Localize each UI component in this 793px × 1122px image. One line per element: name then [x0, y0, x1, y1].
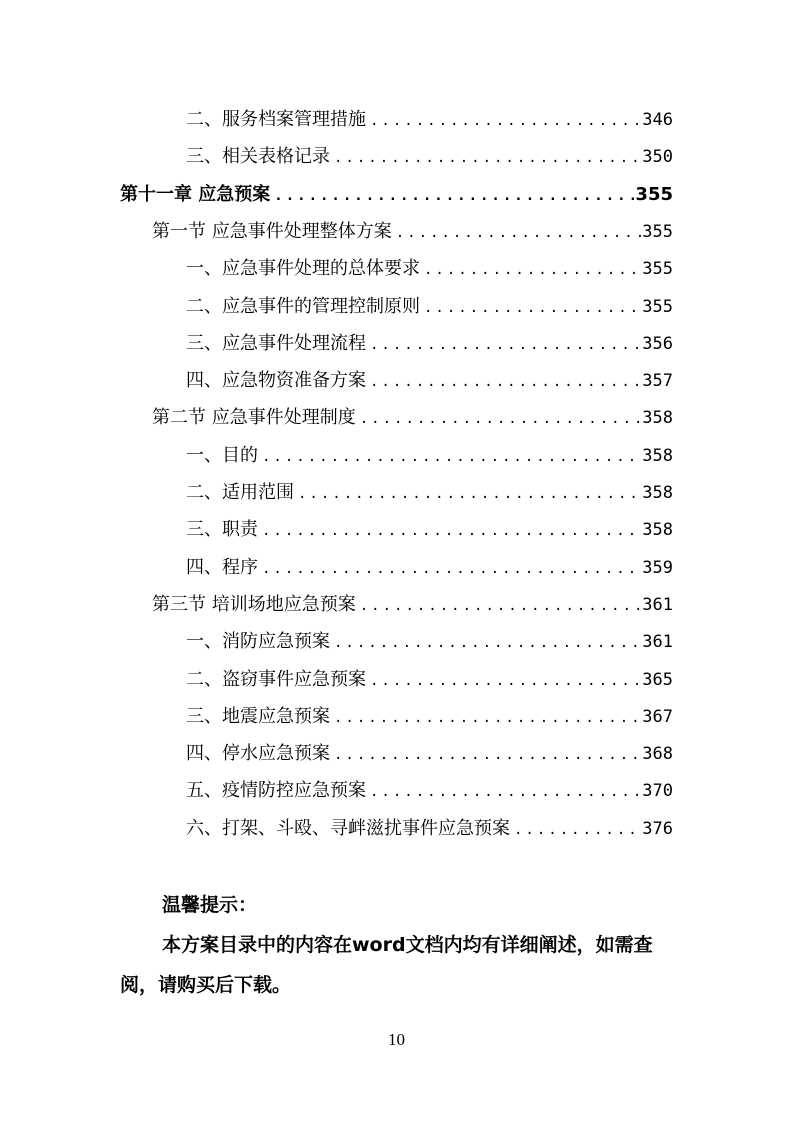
toc-dot-leader [420, 290, 642, 325]
toc-entry-page-number: 361 [642, 632, 673, 653]
toc-entry-page-number: 358 [642, 520, 673, 541]
toc-dot-leader [366, 327, 642, 362]
toc-entry-label: 六、打架、斗殴、寻衅滋扰事件应急预案 [186, 817, 510, 839]
toc-entry-page-number: 359 [642, 557, 673, 578]
toc-entry-label: 三、应急事件处理流程 [186, 332, 366, 354]
toc-entry-label: 一、消防应急预案 [186, 631, 330, 653]
toc-entry-chapter[interactable] [120, 176, 673, 213]
toc-dot-leader [366, 774, 642, 809]
toc-entry-label: 一、应急事件处理的总体要求 [186, 258, 420, 280]
toc-entry-item[interactable] [186, 698, 673, 735]
toc-entry-page-number: 365 [642, 669, 673, 690]
toc-entry-item[interactable] [186, 735, 673, 772]
toc-entry-page-number: 370 [642, 781, 673, 802]
toc-dot-leader [330, 140, 642, 175]
toc-dot-leader [356, 401, 643, 436]
toc-dot-leader [258, 551, 642, 586]
toc-entry-item[interactable] [186, 288, 673, 325]
toc-entry-item[interactable] [186, 437, 673, 474]
toc-dot-leader [366, 663, 642, 698]
toc-dot-leader [258, 513, 642, 548]
toc-entry-item[interactable] [186, 474, 673, 511]
toc-dot-leader [330, 625, 642, 660]
toc-entry-item[interactable] [186, 549, 673, 586]
toc-entry-page-number: 358 [642, 408, 673, 429]
toc-entry-page-number: 355 [635, 183, 673, 205]
toc-dot-leader [392, 215, 643, 250]
toc-entry-label: 四、程序 [186, 556, 258, 578]
toc-entry-label: 第二节 应急事件处理制度 [152, 407, 356, 429]
toc-dot-leader [420, 252, 642, 287]
toc-entry-item[interactable] [186, 661, 673, 698]
toc-entry-page-number: 367 [642, 706, 673, 727]
toc-dot-leader [258, 439, 642, 474]
toc-dot-leader [366, 364, 642, 399]
toc-entry-label: 二、应急事件的管理控制原则 [186, 295, 420, 317]
toc-entry-label: 三、相关表格记录 [186, 146, 330, 168]
toc-entry-section[interactable] [152, 586, 673, 623]
toc-entry-label: 三、职责 [186, 519, 258, 541]
toc-entry-page-number: 376 [642, 818, 673, 839]
toc-entry-item[interactable] [186, 138, 673, 175]
toc-entry-label: 四、停水应急预案 [186, 743, 330, 765]
toc-dot-leader [330, 737, 642, 772]
toc-entry-page-number: 355 [642, 296, 673, 317]
toc-entry-item[interactable] [186, 511, 673, 548]
toc-entry-page-number: 355 [642, 221, 673, 242]
toc-entry-page-number: 357 [642, 371, 673, 392]
toc-entry-page-number: 346 [642, 110, 673, 130]
toc-entry-page-number: 355 [642, 259, 673, 280]
toc-entry-page-number: 358 [642, 483, 673, 503]
toc-entry-page-number: 361 [642, 594, 673, 615]
toc-entry-label: 二、适用范围 [186, 482, 294, 503]
toc-dot-leader [366, 103, 642, 138]
toc-entry-item[interactable] [186, 101, 673, 138]
notice-title: 温馨提示： [162, 894, 258, 916]
toc-entry-label: 一、目的 [186, 444, 258, 466]
toc-entry-section[interactable] [152, 399, 673, 436]
toc-entry-page-number: 368 [642, 744, 673, 765]
toc-dot-leader [294, 476, 642, 511]
toc-entry-label: 第一节 应急事件处理整体方案 [152, 220, 392, 242]
toc-entry-page-number: 356 [642, 333, 673, 354]
toc-entry-label: 第三节 培训场地应急预案 [152, 593, 356, 615]
page-number: 10 [388, 1030, 405, 1049]
toc-entry-section[interactable] [152, 213, 673, 250]
toc-entry-page-number: 358 [642, 445, 673, 466]
toc-dot-leader [270, 178, 635, 213]
toc-dot-leader [330, 700, 642, 735]
toc-entry-label: 二、盗窃事件应急预案 [186, 668, 366, 690]
toc-entry-label: 四、应急物资准备方案 [186, 370, 366, 392]
toc-entry-label: 三、地震应急预案 [186, 705, 330, 727]
toc-entry-item[interactable] [186, 810, 673, 847]
toc-entry-item[interactable] [186, 325, 673, 362]
toc-entry-item[interactable] [186, 250, 673, 287]
notice-body: 本方案目录中的内容在word文档内均有详细阐述，如需查阅，请购买后下载。 [120, 934, 653, 996]
toc-entry-item[interactable] [186, 772, 673, 809]
toc-entry-page-number: 350 [642, 147, 673, 168]
toc-entry-label: 五、疫情防控应急预案 [186, 780, 366, 802]
toc-entry-item[interactable] [186, 623, 673, 660]
toc-entry-label: 第十一章 应急预案 [120, 183, 271, 205]
toc-dot-leader [510, 812, 642, 847]
toc-dot-leader [356, 588, 643, 623]
toc-entry-label: 二、服务档案管理措施 [186, 109, 366, 130]
toc-entry-item[interactable] [186, 362, 673, 399]
